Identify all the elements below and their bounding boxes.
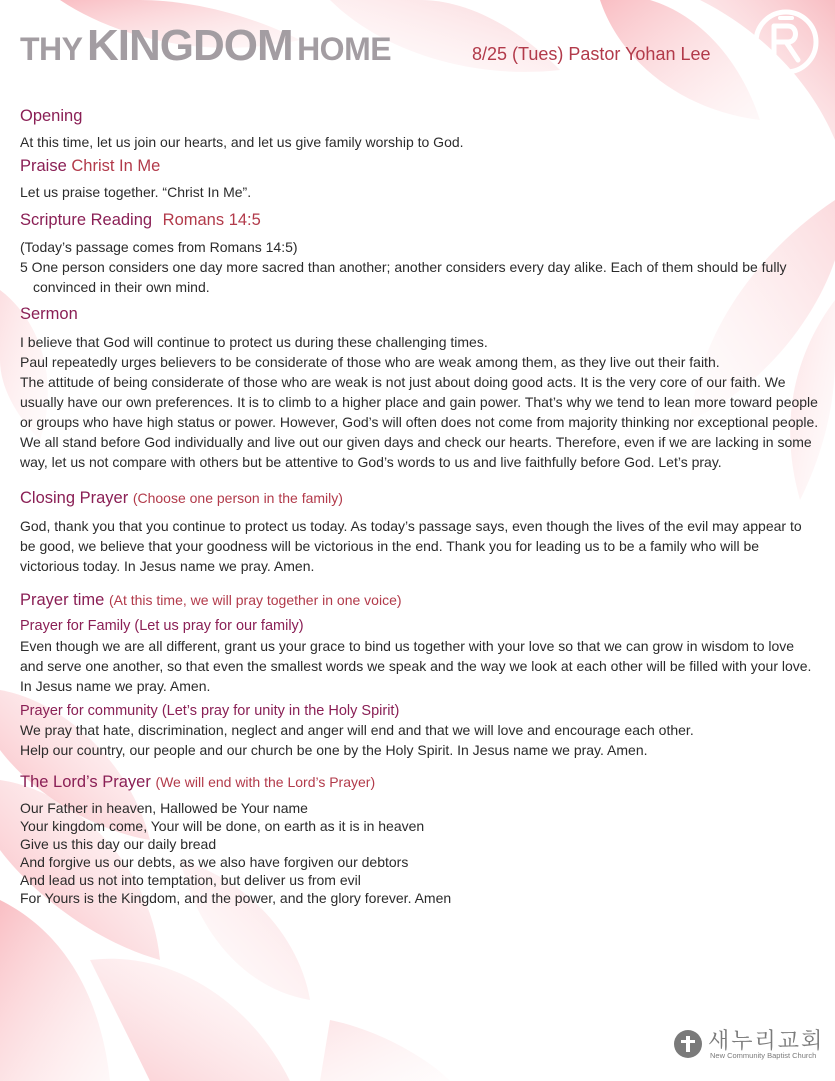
praise-text: Let us praise together. “Christ In Me”. bbox=[20, 184, 252, 201]
closing-prayer-label: Closing Prayer bbox=[20, 488, 129, 507]
lords-prayer-line: And forgive us our debts, as we also have forgiven our debtors bbox=[20, 854, 409, 871]
church-name-english: New Community Baptist Church bbox=[710, 1051, 817, 1060]
praise-song: Christ In Me bbox=[71, 156, 161, 175]
lords-prayer-text bbox=[20, 799, 820, 907]
prayer-community-line-1: We pray that hate, discrimination, neglect and anger will end and that we will love and encourage each other. bbox=[20, 722, 694, 739]
lords-prayer-note: (We will end with the Lord’s Prayer) bbox=[155, 774, 376, 791]
section-praise bbox=[20, 156, 820, 203]
church-name-korean: 새누리교회 bbox=[708, 1028, 825, 1053]
heading-sermon: Sermon bbox=[20, 304, 78, 323]
date-pastor-subtitle: 8/25 (Tues) Pastor Yohan Lee bbox=[472, 44, 711, 64]
lords-prayer-label: The Lord’s Prayer bbox=[20, 773, 151, 792]
section-lords-prayer bbox=[20, 772, 820, 907]
title-word-kingdom: KINGDOM bbox=[86, 21, 293, 70]
worship-content bbox=[20, 106, 820, 907]
prayer-community-heading: Prayer for community (Let’s pray for unity in the Holy Spirit) bbox=[20, 702, 400, 719]
heading-prayer-time bbox=[20, 590, 820, 611]
heading-closing-prayer bbox=[20, 488, 820, 509]
prayer-family-text: Even though we are all different, grant us your grace to bind us together with your love so that we can grow in wisdom to love and serve one another, so that even the smallest words we speak and the way we look at each other will be filled with your love. In Jesus name we pray. Amen. bbox=[20, 637, 812, 694]
scripture-verse: 5 One person considers one day more sacred than another; another considers every day alike. Each of them should be fully convinced in their own mind. bbox=[20, 258, 787, 295]
page-title bbox=[20, 21, 392, 70]
praise-label: Praise bbox=[20, 156, 67, 175]
opening-text: At this time, let us join our hearts, and let us give family worship to God. bbox=[20, 133, 464, 150]
section-opening bbox=[20, 106, 820, 152]
section-prayer-time bbox=[20, 590, 820, 760]
heading-opening: Opening bbox=[20, 107, 83, 125]
prayer-family-heading: Prayer for Family (Let us pray for our family) bbox=[20, 617, 304, 634]
lords-prayer-line: Our Father in heaven, Hallowed be Your name bbox=[20, 800, 308, 817]
scripture-intro: (Today’s passage comes from Romans 14:5) bbox=[20, 238, 298, 255]
sermon-body: The attitude of being considerate of those who are weak is not just about doing good acts. It is the very core of our faith. We usually have our own preferences. It is to climb to a higher place and gain power. That’s why we tend to lean more toward people or groups who have high status or power. However, God’s will often does not come from majority thinking nor exceptional people. We all stand before God individually and live out our given days and check our hearts. Therefore, even if we are lacking in some way, let us not compare with others but be attentive to God’s words to us and live faithfully before God. Let’s pray. bbox=[20, 373, 819, 470]
sermon-line-1: I believe that God will continue to protect us during these challenging times. bbox=[20, 333, 488, 350]
thy-kingdom-home-logo bbox=[740, 2, 832, 94]
section-sermon bbox=[20, 304, 820, 472]
section-closing-prayer bbox=[20, 488, 820, 577]
heading-praise bbox=[20, 156, 820, 177]
lords-prayer-line: Your kingdom come, Your will be done, on earth as it is in heaven bbox=[20, 818, 425, 835]
heading-scripture bbox=[20, 210, 820, 231]
sermon-line-2: Paul repeatedly urges believers to be considerate of those who are weak among them, as they live out their faith. bbox=[20, 353, 720, 370]
closing-prayer-text: God, thank you that you continue to protect us today. As today’s passage says, even though the lives of the evil may appear to be good, we believe that your goodness will be victorious in the end. Thank you for leading us to be a family who will be victorious today. In Jesus name we pray. Amen. bbox=[20, 518, 802, 575]
lords-prayer-line: And lead us not into temptation, but deliver us from evil bbox=[20, 872, 361, 889]
church-logo bbox=[672, 1024, 825, 1064]
lords-prayer-line: For Yours is the Kingdom, and the power, and the glory forever. Amen bbox=[20, 890, 452, 907]
title-word-thy: THY bbox=[20, 31, 83, 67]
prayer-time-label: Prayer time bbox=[20, 591, 105, 610]
section-scripture bbox=[20, 210, 820, 297]
scripture-reference: Romans 14:5 bbox=[162, 211, 261, 230]
heading-lords-prayer bbox=[20, 772, 820, 793]
closing-prayer-note: (Choose one person in the family) bbox=[132, 489, 343, 506]
scripture-label: Scripture Reading bbox=[20, 211, 153, 230]
title-word-home: HOME bbox=[297, 31, 392, 67]
lords-prayer-line: Give us this day our daily bread bbox=[20, 836, 217, 853]
prayer-community-line-2: Help our country, our people and our church be one by the Holy Spirit. In Jesus name we pray. Amen. bbox=[20, 742, 648, 759]
church-emblem-icon bbox=[672, 1028, 704, 1060]
prayer-time-note: (At this time, we will pray together in one voice) bbox=[108, 592, 402, 609]
